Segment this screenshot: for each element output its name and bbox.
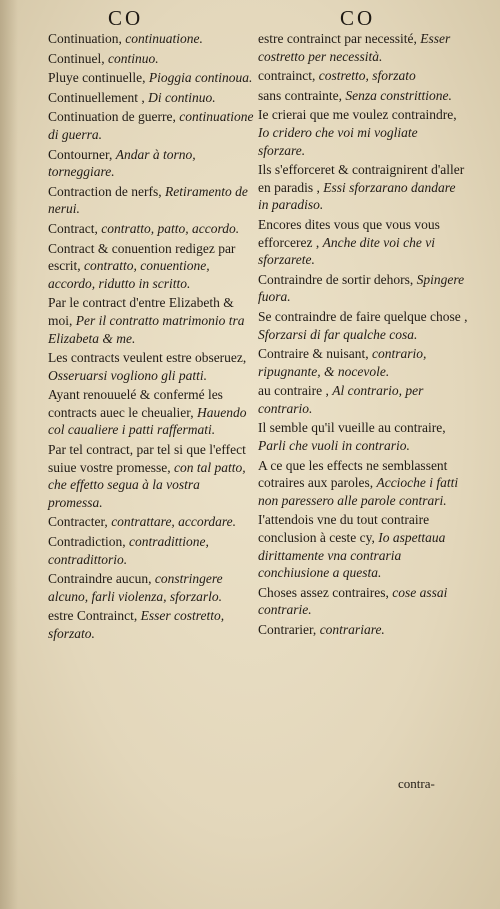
dictionary-entry [48,607,256,642]
italian-translation: contrattare, accordare. [111,514,237,530]
dictionary-entry [48,89,256,107]
italian-translation: contrariare. [319,622,385,637]
italian-translation: Al contrario, per contrario. [258,383,424,416]
dictionary-entry [258,161,468,214]
french-term: Continuel, [48,50,105,66]
dictionary-entry [48,386,256,439]
dictionary-entry [258,216,468,269]
french-term: Continuellement , [48,89,145,105]
italian-translation: Hauendo col caualiere i patti raffermati. [48,404,247,438]
french-term: Contraindre aucun, [48,571,152,587]
italian-translation: cose assai contrarie. [258,584,448,618]
italian-translation: Spingere fuora. [258,271,465,305]
dictionary-entry [258,271,468,306]
dictionary-entry [48,533,256,568]
italian-translation: Io cridero che voi mi vogliate sforzare. [258,124,418,158]
italian-translation: contratto, conuentione, accordo, ridutto in scritto. [48,258,210,291]
italian-translation: Retiramento de nerui. [48,183,248,217]
french-term: Continuation de guerre, [48,109,176,125]
italian-translation: Pioggia continoua. [148,70,253,86]
french-term: Ayant renouuelé & confermé les contracts auec le cheualier, [48,387,223,420]
french-term: Contracter, [48,514,108,530]
dictionary-entry [258,345,468,380]
french-term: Pluye continuelle, [48,70,146,86]
french-term: Continuation, [48,31,122,46]
french-term: A ce que les effects ne semblassent cotraires aux paroles, [258,457,448,491]
french-term: Par le contract d'entre Elizabeth & moi, [48,295,234,328]
dictionary-entry [258,30,468,65]
left-column [48,30,256,645]
dictionary-entry [258,106,468,159]
dictionary-entry [48,108,256,143]
dictionary-entry [48,294,256,347]
italian-translation: Essi sforzarano dandare in paradiso. [258,179,456,213]
french-term: au contraire , [258,383,329,399]
dictionary-entry [48,183,256,218]
french-term: estre contrainct par necessité, [258,31,417,46]
right-column [258,30,468,641]
italian-translation: constringere alcuno, farli violenza, sforzarlo. [48,571,223,604]
french-term: Contraindre de sortir dehors, [258,271,414,287]
italian-translation: Sforzarsi di far qualche cosa. [258,326,418,342]
italian-translation: Io aspettaua dirittamente vna contraria conchiusione a questa. [258,530,446,581]
french-term: Contrarier, [258,622,317,637]
dictionary-entry [48,441,256,511]
dictionary-entry [258,511,468,581]
dictionary-entry [258,457,468,510]
french-term: sans contrainte, [258,87,342,103]
italian-translation: Accioche i fatti non paressero alle parole contrari. [258,475,459,508]
dictionary-entry [258,584,468,619]
italian-translation: Anche dite voi che vi sforzarete. [258,234,436,268]
dictionary-entry [48,50,256,68]
italian-translation: contradittione, contradittorio. [48,534,209,567]
dictionary-entry [48,349,256,384]
french-term: Contradiction, [48,534,126,550]
header-right: CO [340,6,376,30]
running-header [0,6,500,32]
italian-translation: contratto, patto, accordo. [101,220,240,236]
italian-translation: Per il contratto matrimonio tra Elizabeta & me. [48,312,245,346]
italian-translation: continuo. [108,50,159,66]
italian-translation: Senza constrittione. [345,87,452,103]
french-term: Contourner, [48,146,113,162]
italian-translation: Osseruarsi vogliono gli patti. [48,367,208,383]
catchword: contra- [398,776,435,791]
french-term: Les contracts veulent estre obseruez, [48,350,247,366]
italian-translation: contrario, ripugnante, & nocevole. [258,346,427,379]
french-term: Encores dites vous que vous vous efforcerez , [258,216,440,250]
french-term: Contraire & nuisant, [258,346,369,362]
dictionary-entry [48,513,256,531]
french-term: Ils s'efforceret & contraignirent d'aller en paradis , [258,162,465,195]
italian-translation: Esser costretto, sforzato. [48,608,225,641]
italian-translation: continuatione di guerra. [48,109,254,142]
dictionary-entry [258,382,468,417]
italian-translation: con tal patto, che effetto segua à la vostra promessa. [48,459,246,510]
italian-translation: continuatione. [125,31,203,46]
french-term: I'attendois vne du tout contraire conclusion à ceste cy, [258,512,430,546]
dictionary-entry [258,419,468,454]
dictionary-entry [258,621,468,639]
dictionary-entry [258,308,468,343]
french-term: Par tel contract, par tel si que l'effect suiue vostre promesse, [48,442,246,475]
french-term: Contract & conuention redigez par escrit, [48,240,236,274]
dictionary-entry [48,69,256,87]
french-term: Se contraindre de faire quelque chose , [258,308,468,324]
french-term: Contract, [48,220,98,236]
dictionary-entry [48,146,256,181]
dictionary-entry [48,220,256,238]
dictionary-entry [48,240,256,293]
italian-translation: Esser costretto per necessità. [258,31,451,64]
french-term: Contraction de nerfs, [48,183,162,199]
header-left: CO [108,6,144,30]
dictionary-entry [48,570,256,605]
french-term: Choses assez contraires, [258,584,389,600]
italian-translation: Parli che vuoli in contrario. [258,438,410,454]
french-term: estre Contrainct, [48,608,138,624]
dictionary-entry [258,87,468,105]
dictionary-entry [258,67,468,85]
dictionary-entry [48,30,256,48]
italian-translation: Andar à torno, torneggiare. [48,146,196,180]
italian-translation: Di continuo. [148,89,216,105]
french-term: contrainct, [258,68,316,84]
italian-translation: costretto, sforzato [318,68,416,84]
french-term: Il semble qu'il vueille au contraire, [258,420,446,436]
french-term: Ie crierai que me voulez contraindre, [258,107,457,123]
